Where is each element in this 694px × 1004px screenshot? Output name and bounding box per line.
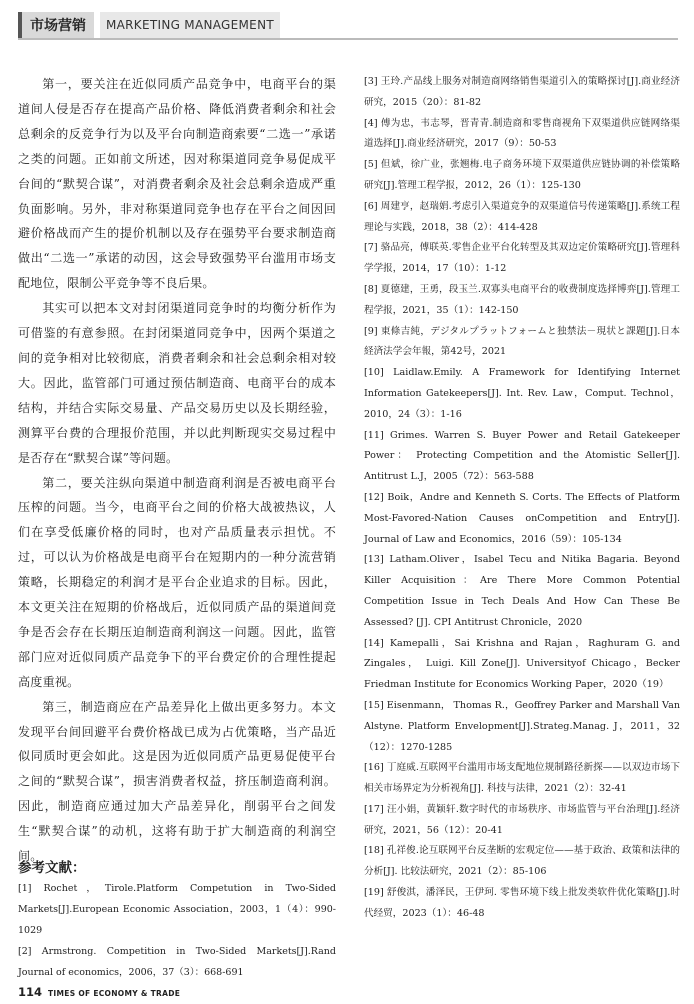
reference-item: [17] 汪小娟，黄颖轩.数字时代的市场秩序、市场监管与平台治理[J].经济研究，2021，56（12）：20-41 [364, 803, 680, 836]
references-list-left [18, 878, 336, 983]
reference-item: [13] Latham.Oliver，Isabel Tecu and Nitika Bagaria. Beyond Killer Acquisition：Are There More Common Potential Competition Issue in Tech Deals And How Can These Be Assessed? [J]. CPI Antitrust Chronicle，2020 [364, 554, 680, 628]
reference-item: [9] 東條吉純，デジタルプラットフォームと独禁法－現状と課題[J].日本経済法学会年報，第42号，2021 [364, 325, 680, 358]
body-paragraph: 第二，要关注纵向渠道中制造商利润是否被电商平台压榨的问题。当今，电商平台之间的价格大战被热议，人们在享受低廉价格的同时，也对产品质量表示担忧。不过，可以认为价格战是电商平台在短期内的一种分流营销策略，长期稳定的利润才是平台企业追求的目标。因此，本文更关注在短期的价格战后，近似同质产品的渠道间竞争是否会存在长期压迫制造商利润这一问题。因此，监管部门应对近似同质产品竞争下的平台费定价的合理性提起高度重视。 [18, 475, 336, 689]
reference-item: [3] 王玲.产品线上服务对制造商网络销售渠道引入的策略探讨[J].商业经济研究，2015（20）：81-82 [364, 76, 680, 108]
references-list-right [364, 72, 680, 925]
section-title-en: MARKETING MANAGEMENT [100, 12, 280, 38]
references-heading: 参考文献： [18, 860, 86, 876]
journal-name: TIMES OF ECONOMY & TRADE [48, 989, 181, 998]
reference-item: [5] 但斌，徐广业，张翘梅.电子商务环境下双渠道供应链协调的补偿策略研究[J].管理工程学报，2012，26（1）：125-130 [364, 159, 680, 191]
body-paragraph: 第三，制造商应在产品差异化上做出更多努力。本文发现平台间回避平台费价格战已成为占优策略，当产品近似同质时更会如此。这是因为近似同质产品更易促使平台之间的“默契合谋”，损害消费者权益，挤压制造商利润。因此，制造商应通过加大产品差异化，削弱平台之间发生“默契合谋”的动机，这将有助于扩大制造商的利润空间。 [18, 699, 336, 864]
body-paragraph: 第一，要关注在近似同质产品竞争中，电商平台的渠道间人侵是否存在提高产品价格、降低消费者剩余和社会总剩余的反竞争行为以及平台向制造商索要“二选一”承诺之类的问题。正如前文所述，因对称渠道同竞争易促成平台间的“默契合谋”，对消费者剩余及社会总剩余造成严重负面影响。另外，非对称渠道同竞争也存在平台之间因回避价格战而产生的提价机制以及存在强势平台要求制造商做出“二选一”承诺的动因，这会导致强势平台滥用市场支配地位，限制公平竞争等不良后果。 [18, 77, 336, 291]
reference-item: [8] 夏德建，王勇，段玉兰.双寡头电商平台的收费制度选择博弈[J].管理工程学报，2021，35（1）：142-150 [364, 283, 680, 316]
page-number: 114 [18, 985, 43, 999]
reference-item: [19] 舒俊淇，潘泽民，王伊珂. 零售环境下线上批发类软件优化策略[J].时代经贸，2023（1）：46-48 [364, 887, 680, 919]
reference-item: [1] Rochet，Tirole.Platform Competution in Two-Sided Markets[J].European Economic Association，2003，1（4）：990-1029 [18, 883, 336, 936]
reference-item: [10] Laidlaw.Emily. A Framework for Identifying Internet Information Gatekeepers[J]. Int. Rev. Law，Comput. Technol，2010，24（3）：1-16 [364, 367, 680, 420]
reference-item: [11] Grimes. Warren S. Buyer Power and Retail Gatekeeper Power： Protecting Competition and the Atomistic Seller[J]. Antitrust L.J，2005（72）：563-588 [364, 429, 680, 483]
reference-item: [18] 孔祥俊.论互联网平台反垄断的宏观定位——基于政治、政策和法律的分析[J]. 比较法研究，2021（2）：85-106 [364, 845, 680, 878]
section-title-zh: 市场营销 [18, 12, 94, 38]
reference-item: [2] Armstrong. Competition in Two-Sided Markets[J].Rand Journal of economics，2006，37（3）：668-691 [18, 946, 336, 978]
reference-item: [16] 丁庭威.互联网平台滥用市场支配地位规制路径新探——以双边市场下相关市场界定为分析视角[J]. 科技与法律，2021（2）：32-41 [364, 762, 680, 795]
page-footer [18, 985, 180, 999]
body-text-column [18, 72, 336, 869]
reference-item: [7] 骆品亮，傅联英.零售企业平台化转型及其双边定价策略研究[J].管理科学学报，2014，17（10）：1-12 [364, 242, 680, 275]
reference-item: [14] Kamepalli，Sai Krishna and Rajan，Raghuram G. and Zingales， Luigi. Kill Zone[J]. Universityof Chicago，Becker Friedman Institute for Economics Working Paper，2020（19） [364, 637, 680, 691]
reference-item: [6] 周建亨，赵瑞娟.考虑引入渠道竞争的双渠道信号传递策略[J].系统工程理论与实践，2018，38（2）：414-428 [364, 200, 680, 233]
body-paragraph: 其实可以把本文对封闭渠道同竞争时的均衡分析作为可借鉴的有意参照。在封闭渠道同竞争中，因两个渠道之间的竞争相对比较彻底，消费者剩余和社会总剩余相对较大。因此，监管部门可通过预估制造商、电商平台的成本结构，并结合实际交易量、产品交易历史以及长期经验，测算平台费的合理报价范围，并以此判断现实交易过程中是否存在“默契合谋”等问题。 [18, 301, 336, 465]
page-header [18, 12, 678, 40]
reference-item: [12] Boik，Andre and Kenneth S. Corts. The Effects of Platform Most-Favored-Nation Causes onCompetition and Entry[J]. Journal of Law and Economics，2016（59）：105-134 [364, 491, 680, 545]
reference-item: [15] Eisenmann， Thomas R.，Geoffrey Parker and Marshall Van Alstyne. Platform Envelopment[J].Strateg.Manag. J，2011，32（12）：1270-1285 [364, 699, 680, 753]
reference-item: [4] 傅为忠，韦志琴，晋青青.制造商和零售商视角下双渠道供应链网络渠道选择[J].商业经济研究，2017（9）：50-53 [364, 117, 680, 150]
